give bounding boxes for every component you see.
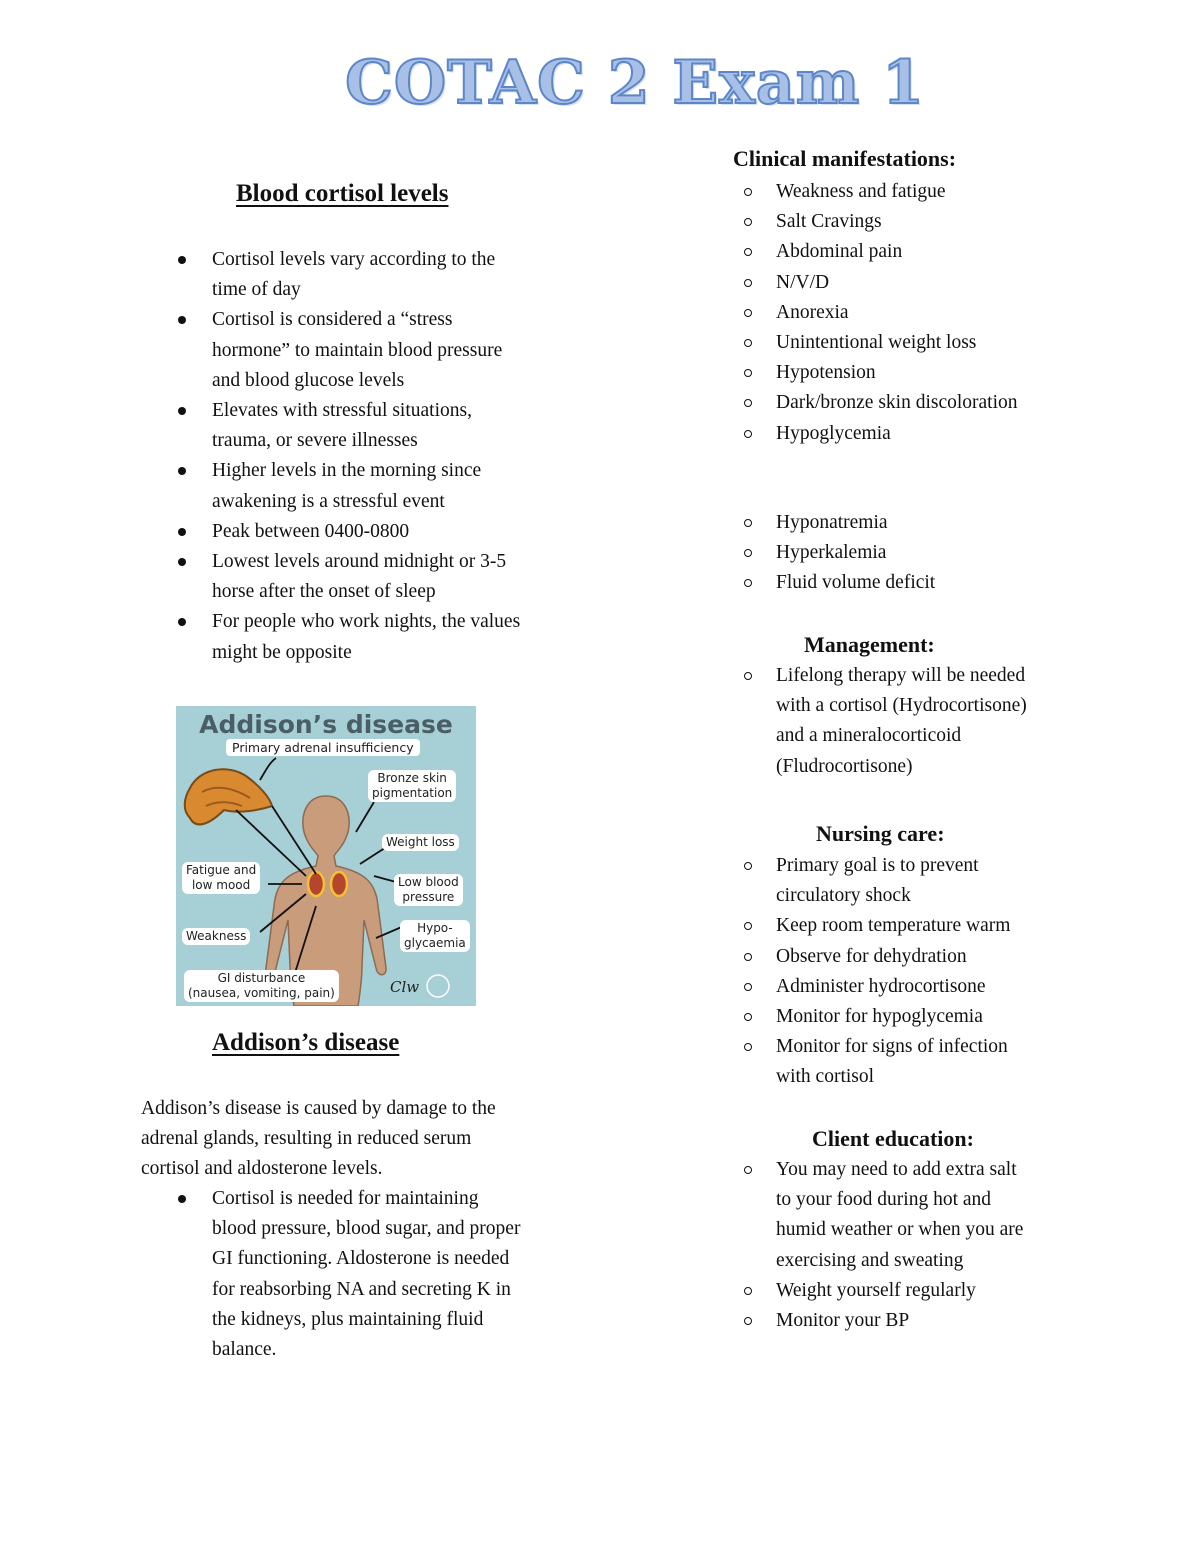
list-item: Salt Cravings bbox=[742, 207, 1082, 237]
list-item bbox=[176, 1184, 576, 1365]
kidney-left-icon bbox=[308, 872, 324, 896]
management-heading: Management: bbox=[804, 632, 935, 657]
list-item-line: Lifelong therapy will be needed bbox=[776, 665, 1026, 686]
list-item-line: for reabsorbing NA and secreting K in bbox=[212, 1278, 511, 1300]
list-item-line: circulatory shock bbox=[776, 885, 911, 907]
addisons-disease-heading: Addison’s disease bbox=[212, 1029, 400, 1056]
list-item-line: Monitor for hypoglycemia bbox=[776, 1006, 983, 1028]
list-item: Hyperkalemia bbox=[742, 538, 1082, 568]
list-item: Weakness and fatigue bbox=[742, 177, 1082, 207]
label-low-blood-pressure: Low blood pressure bbox=[394, 874, 463, 906]
list-item-line: humid weather or when you are bbox=[776, 1219, 1024, 1241]
list-item-line: blood pressure, blood sugar, and proper bbox=[212, 1218, 521, 1240]
list-item-line: GI functioning. Aldosterone is needed bbox=[212, 1248, 510, 1270]
list-item-line: Elevates with stressful situations, bbox=[212, 400, 472, 422]
addisons-disease-illustration bbox=[176, 706, 476, 1006]
list-item-line: Cortisol is considered a “stress bbox=[212, 309, 453, 331]
addisons-definition-paragraph bbox=[141, 1094, 571, 1185]
blood-cortisol-list bbox=[176, 245, 576, 668]
list-item-line: with a cortisol (Hydrocortisone) bbox=[776, 695, 1027, 717]
label-bronze-skin: Bronze skin pigmentation bbox=[368, 770, 456, 802]
list-item-line: Lowest levels around midnight or 3-5 bbox=[212, 551, 507, 573]
list-item bbox=[176, 396, 576, 456]
label-weight-loss: Weight loss bbox=[382, 834, 459, 851]
illustration-title: Addison’s disease bbox=[199, 710, 453, 739]
list-item-line: awakening is a stressful event bbox=[212, 490, 445, 512]
client-education-heading: Client education: bbox=[812, 1126, 974, 1151]
list-item: Abdominal pain bbox=[742, 237, 1082, 267]
list-item bbox=[742, 1155, 1082, 1276]
list-item-line: Keep room temperature warm bbox=[776, 915, 1011, 937]
label-fatigue: Fatigue and low mood bbox=[182, 862, 260, 894]
document-title: COTAC 2 Exam 1 bbox=[345, 48, 925, 118]
list-item-line: Peak between 0400-0800 bbox=[212, 520, 410, 542]
list-item-line: with cortisol bbox=[776, 1066, 875, 1088]
list-item bbox=[176, 547, 576, 607]
list-item: Anorexia bbox=[742, 298, 1082, 328]
artist-signature: Clw bbox=[390, 978, 420, 996]
list-item-line: Weight yourself regularly bbox=[776, 1279, 976, 1301]
list-item-line: Higher levels in the morning since bbox=[212, 460, 482, 482]
blood-cortisol-heading: Blood cortisol levels bbox=[236, 180, 449, 207]
list-item-line: Cortisol levels vary according to the bbox=[212, 249, 496, 270]
list-item-line: to your food during hot and bbox=[776, 1189, 992, 1211]
adrenal-gland-icon bbox=[185, 769, 272, 824]
list-item bbox=[742, 661, 1082, 782]
list-item bbox=[176, 245, 576, 305]
list-item-line: and a mineralocorticoid bbox=[776, 725, 962, 747]
list-item bbox=[742, 972, 1082, 1002]
list-item: N/V/D bbox=[742, 268, 1082, 298]
list-item-line: balance. bbox=[212, 1339, 277, 1361]
list-item-line: For people who work nights, the values bbox=[212, 611, 521, 633]
list-item bbox=[176, 305, 576, 396]
client-education-list bbox=[742, 1155, 1082, 1336]
list-item-line: and blood glucose levels bbox=[212, 369, 405, 391]
list-item bbox=[742, 1032, 1082, 1092]
paragraph-line: Addison’s disease is caused by damage to the bbox=[141, 1098, 496, 1119]
nursing-care-list bbox=[742, 851, 1082, 1093]
list-item bbox=[176, 517, 576, 547]
list-item: Unintentional weight loss bbox=[742, 328, 1082, 358]
list-item-line: Monitor for signs of infection bbox=[776, 1036, 1008, 1058]
list-item bbox=[742, 911, 1082, 941]
label-weakness: Weakness bbox=[182, 928, 250, 945]
list-item-line: exercising and sweating bbox=[776, 1249, 964, 1271]
list-item bbox=[176, 607, 576, 667]
list-item-line: Cortisol is needed for maintaining bbox=[212, 1188, 479, 1209]
list-item: Fluid volume deficit bbox=[742, 568, 1082, 598]
list-item: Hypoglycemia bbox=[742, 419, 1082, 449]
list-item: Hypotension bbox=[742, 358, 1082, 388]
list-item bbox=[742, 1306, 1082, 1336]
nursing-care-heading: Nursing care: bbox=[816, 821, 945, 846]
kidney-right-icon bbox=[331, 872, 347, 896]
list-item: Hyponatremia bbox=[742, 508, 1082, 538]
list-item bbox=[176, 456, 576, 516]
list-item-line: horse after the onset of sleep bbox=[212, 581, 436, 603]
list-item bbox=[742, 942, 1082, 972]
list-item-line: (Fludrocortisone) bbox=[776, 755, 913, 777]
list-item-line: Monitor your BP bbox=[776, 1310, 910, 1332]
list-item-line: Administer hydrocortisone bbox=[776, 975, 986, 997]
list-item-line: trauma, or severe illnesses bbox=[212, 430, 418, 452]
management-list bbox=[742, 661, 1082, 782]
list-item-line: Observe for dehydration bbox=[776, 945, 967, 967]
list-item bbox=[742, 1002, 1082, 1032]
label-gi-disturbance: GI disturbance (nausea, vomiting, pain) bbox=[184, 970, 339, 1002]
paragraph-line: cortisol and aldosterone levels. bbox=[141, 1158, 383, 1180]
label-hypoglycaemia: Hypo- glycaemia bbox=[400, 920, 470, 952]
illustration-subtitle: Primary adrenal insufficiency bbox=[226, 739, 420, 756]
list-item bbox=[742, 1276, 1082, 1306]
publisher-logo-icon bbox=[427, 975, 449, 997]
addisons-list bbox=[176, 1184, 576, 1365]
clinical-manifestations-list-continued bbox=[742, 508, 1082, 599]
list-item-line: You may need to add extra salt bbox=[776, 1159, 1017, 1180]
list-item-line: hormone” to maintain blood pressure bbox=[212, 339, 503, 361]
list-item-line: time of day bbox=[212, 279, 301, 301]
list-item-line: might be opposite bbox=[212, 641, 352, 663]
list-item-line: Primary goal is to prevent bbox=[776, 855, 979, 876]
paragraph-line: adrenal glands, resulting in reduced serum bbox=[141, 1128, 472, 1150]
list-item bbox=[742, 851, 1082, 911]
list-item: Dark/bronze skin discoloration bbox=[742, 388, 1082, 418]
clinical-manifestations-list bbox=[742, 177, 1082, 449]
list-item-line: the kidneys, plus maintaining fluid bbox=[212, 1308, 484, 1330]
clinical-manifestations-heading: Clinical manifestations: bbox=[733, 146, 957, 171]
